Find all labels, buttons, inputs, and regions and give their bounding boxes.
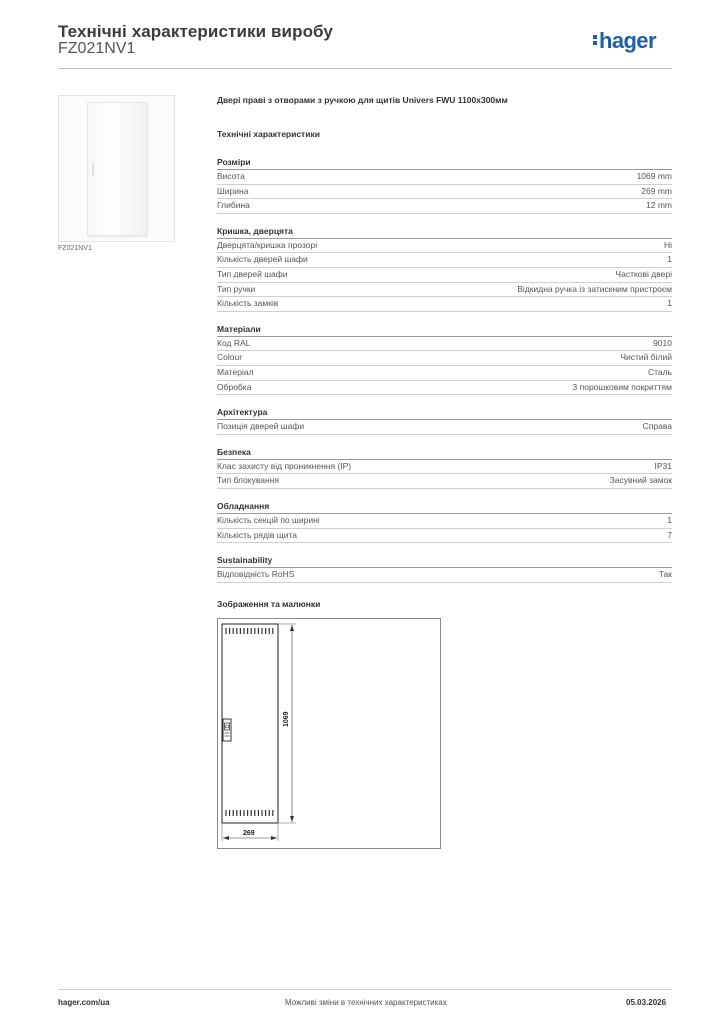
spec-group-title: Матеріали [217, 324, 672, 337]
spec-row [217, 381, 672, 396]
spec-value: 1 [667, 514, 672, 525]
spec-value: Чистий білий [620, 352, 672, 363]
spec-label: Дверцята/кришка прозорі [217, 239, 318, 250]
spec-group [217, 447, 672, 489]
page-title: Технічні характеристики виробу [58, 22, 333, 41]
spec-value: IP31 [654, 460, 672, 471]
width-dimension-label: 269 [243, 830, 255, 837]
spec-value: 7 [667, 529, 672, 540]
spec-content [217, 95, 672, 595]
spec-label: Тип дверей шафи [217, 268, 288, 279]
height-dimension-label: 1069 [283, 711, 290, 727]
spec-value: 9010 [653, 337, 672, 348]
spec-row [217, 529, 672, 544]
spec-group [217, 501, 672, 543]
footer-date: 05.03.2026 [626, 998, 667, 1007]
spec-group [217, 555, 672, 583]
spec-label: Тип ручки [217, 283, 256, 294]
spec-label: Висота [217, 171, 245, 181]
spec-label: Кількість замків [217, 298, 279, 309]
spec-row [217, 514, 672, 529]
spec-value: 1 [667, 254, 672, 265]
spec-row [217, 185, 672, 200]
spec-value: Сталь [647, 366, 672, 377]
section-title: Технічні характеристики [217, 129, 320, 139]
spec-row [217, 366, 672, 381]
spec-row [217, 170, 672, 185]
header-divider [58, 68, 672, 69]
spec-row [217, 420, 672, 435]
logo-text: hager [599, 28, 656, 53]
spec-value: 12 mm [646, 200, 672, 211]
spec-row [217, 253, 672, 268]
spec-value: Відкидна ручка із затискним пристроєм [517, 283, 672, 294]
spec-group-title: Кришка, дверцята [217, 226, 672, 239]
spec-group [217, 407, 672, 435]
spec-row [217, 474, 672, 489]
spec-label: Ширина [217, 185, 249, 196]
spec-group [217, 157, 672, 214]
spec-group [217, 226, 672, 312]
product-title: Двері праві з отворами з ручкою для щитів Univers FWU 1100x300мм [217, 95, 508, 105]
spec-row [217, 460, 672, 475]
spec-value: 1069 mm [636, 171, 672, 181]
spec-label: Кількість дверей шафи [217, 254, 308, 265]
spec-label: Кількість секцій по ширині [217, 514, 320, 525]
spec-value: 1 [667, 298, 672, 309]
hager-logo[interactable] [593, 28, 656, 54]
spec-row [217, 239, 672, 254]
logo-dots-icon [593, 33, 597, 47]
spec-value: Ні [663, 239, 672, 250]
spec-value: Справа [642, 421, 672, 432]
spec-row [217, 337, 672, 352]
spec-label: Тип блокування [217, 475, 280, 486]
spec-group-title: Обладнання [217, 501, 672, 514]
spec-groups [217, 157, 672, 583]
spec-value: Засувний замок [609, 475, 672, 486]
spec-label: Позиція дверей шафи [217, 421, 305, 432]
spec-group-title: Безпека [217, 447, 672, 460]
spec-label: Colour [217, 352, 243, 363]
door-illustration [87, 102, 147, 236]
technical-drawing [217, 618, 441, 849]
spec-group-title: Sustainability [217, 555, 672, 568]
spec-row [217, 351, 672, 366]
spec-label: Кількість рядів щита [217, 529, 297, 540]
spec-row [217, 297, 672, 312]
spec-row [217, 199, 672, 214]
footer-divider [58, 989, 672, 990]
spec-row [217, 568, 672, 583]
spec-label: Код RAL [217, 337, 251, 348]
spec-label: Обробка [217, 381, 252, 392]
spec-group-title: Архітектура [217, 407, 672, 420]
spec-label: Глибина [217, 200, 250, 211]
spec-row [217, 268, 672, 283]
spec-value: Так [658, 569, 672, 580]
drawings-title: Зображення та малюнки [217, 599, 321, 609]
product-code: FZ021NV1 [58, 40, 136, 57]
footer-website-link[interactable]: hager.com/ua [58, 998, 110, 1007]
spec-group-title: Розміри [217, 157, 672, 170]
product-image [58, 95, 175, 242]
footer-notice: Можливі зміни в технічних характеристиках [285, 998, 447, 1007]
spec-value: З порошковим покриттям [572, 381, 672, 392]
spec-label: Матеріал [217, 366, 254, 377]
door-drawing-svg [218, 619, 440, 848]
spec-value: Часткові двері [615, 268, 672, 279]
spec-label: Клас захисту від проникнення (IP) [217, 460, 352, 471]
spec-value: 269 mm [641, 185, 672, 196]
spec-row [217, 283, 672, 298]
spec-group [217, 324, 672, 395]
spec-label: Відповідність RoHS [217, 569, 295, 580]
product-image-caption: FZ021NV1 [58, 245, 92, 252]
